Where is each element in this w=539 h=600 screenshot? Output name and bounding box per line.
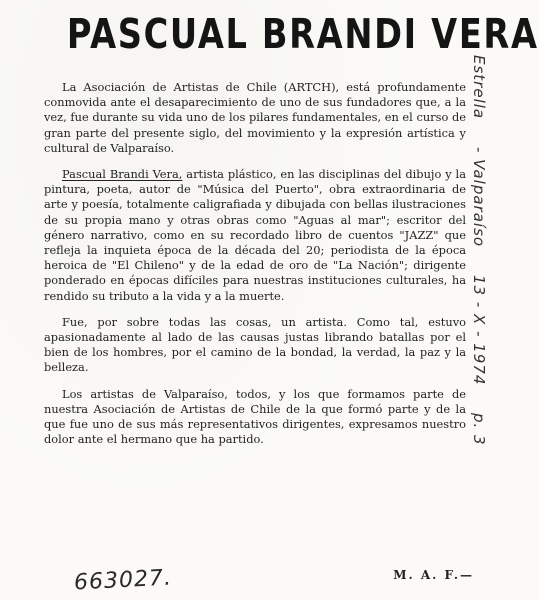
side-note-date: 13 - X - 1974 xyxy=(470,274,488,386)
paragraph-2-text: artista plástico, en las disciplinas del dibujo y la pintura, poeta, autor de "Música del Puerto", obra extraordinaria de arte y poesía, totalmente caligrafiada y dibujada con bellas ilustraciones de su propia mano y otras obras como "Aguas al mar"; escritor del género narrativo, como en su recordado libro de cuentos "JAZZ" que refleja la inquieta época de la década del 20; periodista de la época heroica de "El Chileno" y de la edad de oro de "La Nación"; dirigente ponderado en épocas difíciles para nuestras instituciones culturales, ha rendido su tributo a la vida y a la muerte. xyxy=(44,167,466,303)
paragraph-3: Fue, por sobre todas las cosas, un artista. Como tal, estuvo apasionadamente al lado de las causas justas librando batallas por el bien de los hombres, por el camino de la bondad, la verdad, la paz y la belleza. xyxy=(44,314,466,375)
author-signature: M. A. F.— xyxy=(393,568,474,582)
paragraph-4: Los artistas de Valparaíso, todos, y los que formamos parte de nuestra Asociación de Artistas de Chile de la que formó parte y de la que fue uno de sus más representativos dirigentes, expresamos nuestro dolor ante el hermano que ha partido. xyxy=(44,386,466,447)
article-body xyxy=(44,80,466,458)
handwritten-catalog-number: 663027. xyxy=(73,565,173,596)
paragraph-1: La Asociación de Artistas de Chile (ARTCH), está profundamente conmovida ante el desaparecimiento de uno de sus fundadores que, a la vez, fue durante su vida uno de los pilares fundamentales, en el curso de gran parte del presente siglo, del movimiento y la expresión artística y cultural de Valparaíso. xyxy=(44,80,466,155)
article-title: PASCUAL BRANDI VERA xyxy=(66,10,539,58)
side-note-source: Estrella xyxy=(470,55,488,120)
side-note-page: p. 3 xyxy=(470,412,488,446)
subject-name: Pascual Brandi Vera, xyxy=(62,167,183,182)
handwritten-side-note xyxy=(470,55,488,600)
paragraph-2 xyxy=(44,167,466,304)
side-note-city: - Valparaíso xyxy=(470,146,488,247)
